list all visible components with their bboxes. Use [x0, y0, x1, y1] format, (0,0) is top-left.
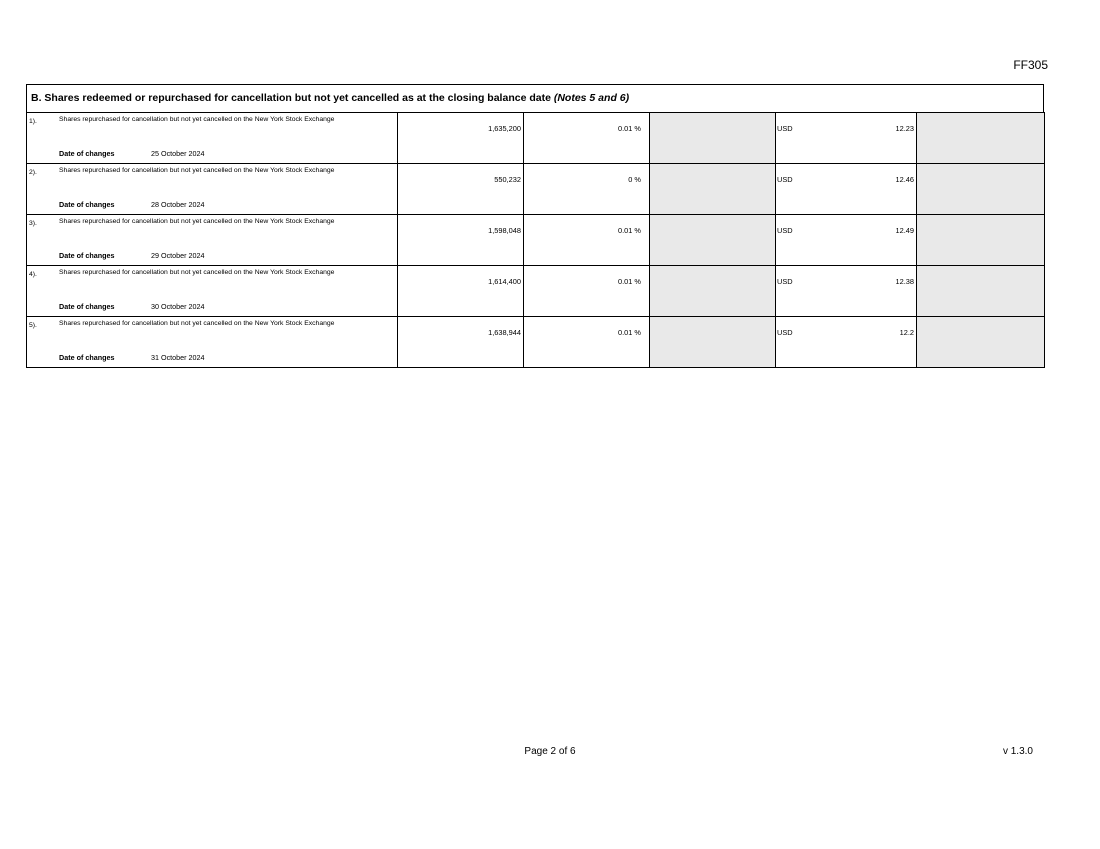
date-value: 25 October 2024 [151, 149, 205, 158]
shaded-empty-cell [650, 164, 776, 215]
shares-percent: 0.01 % [524, 317, 650, 368]
shaded-empty-cell [917, 266, 1045, 317]
row-index: 3). [29, 220, 37, 227]
form-version: v 1.3.0 [1002, 746, 1033, 757]
date-value: 30 October 2024 [151, 302, 205, 311]
shares-count: 1,638,944 [398, 317, 524, 368]
shaded-empty-cell [650, 215, 776, 266]
price-cell [776, 164, 917, 215]
date-label: Date of changes [59, 302, 115, 311]
date-label: Date of changes [59, 149, 115, 158]
repurchase-table-body [27, 113, 1045, 368]
shares-percent: 0 % [524, 164, 650, 215]
date-label: Date of changes [59, 200, 115, 209]
row-index: 4). [29, 271, 37, 278]
date-of-changes [59, 302, 205, 311]
price-cell [776, 215, 917, 266]
shaded-empty-cell [917, 113, 1045, 164]
date-of-changes [59, 251, 205, 260]
table-row [27, 266, 1045, 317]
table-row [27, 113, 1045, 164]
price-cell [776, 317, 917, 368]
date-of-changes [59, 200, 205, 209]
date-label: Date of changes [59, 353, 115, 362]
table-row [27, 164, 1045, 215]
section-title [26, 84, 1044, 112]
shares-percent: 0.01 % [524, 266, 650, 317]
description-cell [27, 113, 398, 164]
shaded-empty-cell [917, 164, 1045, 215]
description-cell [27, 317, 398, 368]
shares-percent: 0.01 % [524, 215, 650, 266]
price-value: 12.23 [895, 124, 914, 133]
section-notes: (Notes 5 and 6) [553, 92, 630, 104]
shares-repurchased-section [26, 84, 1044, 368]
description-cell [27, 266, 398, 317]
shares-count: 1,614,400 [398, 266, 524, 317]
price-value: 12.46 [895, 175, 914, 184]
date-value: 31 October 2024 [151, 353, 205, 362]
shares-count: 1,598,048 [398, 215, 524, 266]
date-value: 29 October 2024 [151, 251, 205, 260]
row-description: Shares repurchased for cancellation but not yet cancelled on the New York Stock Exchange [59, 269, 335, 276]
currency: USD [777, 175, 793, 184]
shaded-empty-cell [650, 113, 776, 164]
table-row [27, 215, 1045, 266]
currency: USD [777, 328, 793, 337]
shaded-empty-cell [917, 215, 1045, 266]
date-of-changes [59, 353, 205, 362]
form-code: FF305 [1013, 58, 1048, 72]
shaded-empty-cell [650, 317, 776, 368]
shares-percent: 0.01 % [524, 113, 650, 164]
section-title-text: B. Shares redeemed or repurchased for cancellation but not yet cancelled as at the closing balance date [31, 92, 551, 104]
shares-count: 550,232 [398, 164, 524, 215]
row-description: Shares repurchased for cancellation but not yet cancelled on the New York Stock Exchange [59, 320, 335, 327]
row-description: Shares repurchased for cancellation but not yet cancelled on the New York Stock Exchange [59, 116, 335, 123]
repurchase-table [26, 112, 1045, 368]
table-row [27, 317, 1045, 368]
shaded-empty-cell [917, 317, 1045, 368]
page-number: Page 2 of 6 [524, 746, 576, 757]
price-cell [776, 113, 917, 164]
currency: USD [777, 277, 793, 286]
row-description: Shares repurchased for cancellation but not yet cancelled on the New York Stock Exchange [59, 218, 335, 225]
date-value: 28 October 2024 [151, 200, 205, 209]
shaded-empty-cell [650, 266, 776, 317]
row-index: 1). [29, 118, 37, 125]
date-label: Date of changes [59, 251, 115, 260]
row-index: 2). [29, 169, 37, 176]
row-index: 5). [29, 322, 37, 329]
date-of-changes [59, 149, 205, 158]
description-cell [27, 164, 398, 215]
price-value: 12.49 [895, 226, 914, 235]
price-value: 12.2 [899, 328, 914, 337]
price-cell [776, 266, 917, 317]
currency: USD [777, 124, 793, 133]
currency: USD [777, 226, 793, 235]
shares-count: 1,635,200 [398, 113, 524, 164]
row-description: Shares repurchased for cancellation but not yet cancelled on the New York Stock Exchange [59, 167, 335, 174]
description-cell [27, 215, 398, 266]
price-value: 12.38 [895, 277, 914, 286]
